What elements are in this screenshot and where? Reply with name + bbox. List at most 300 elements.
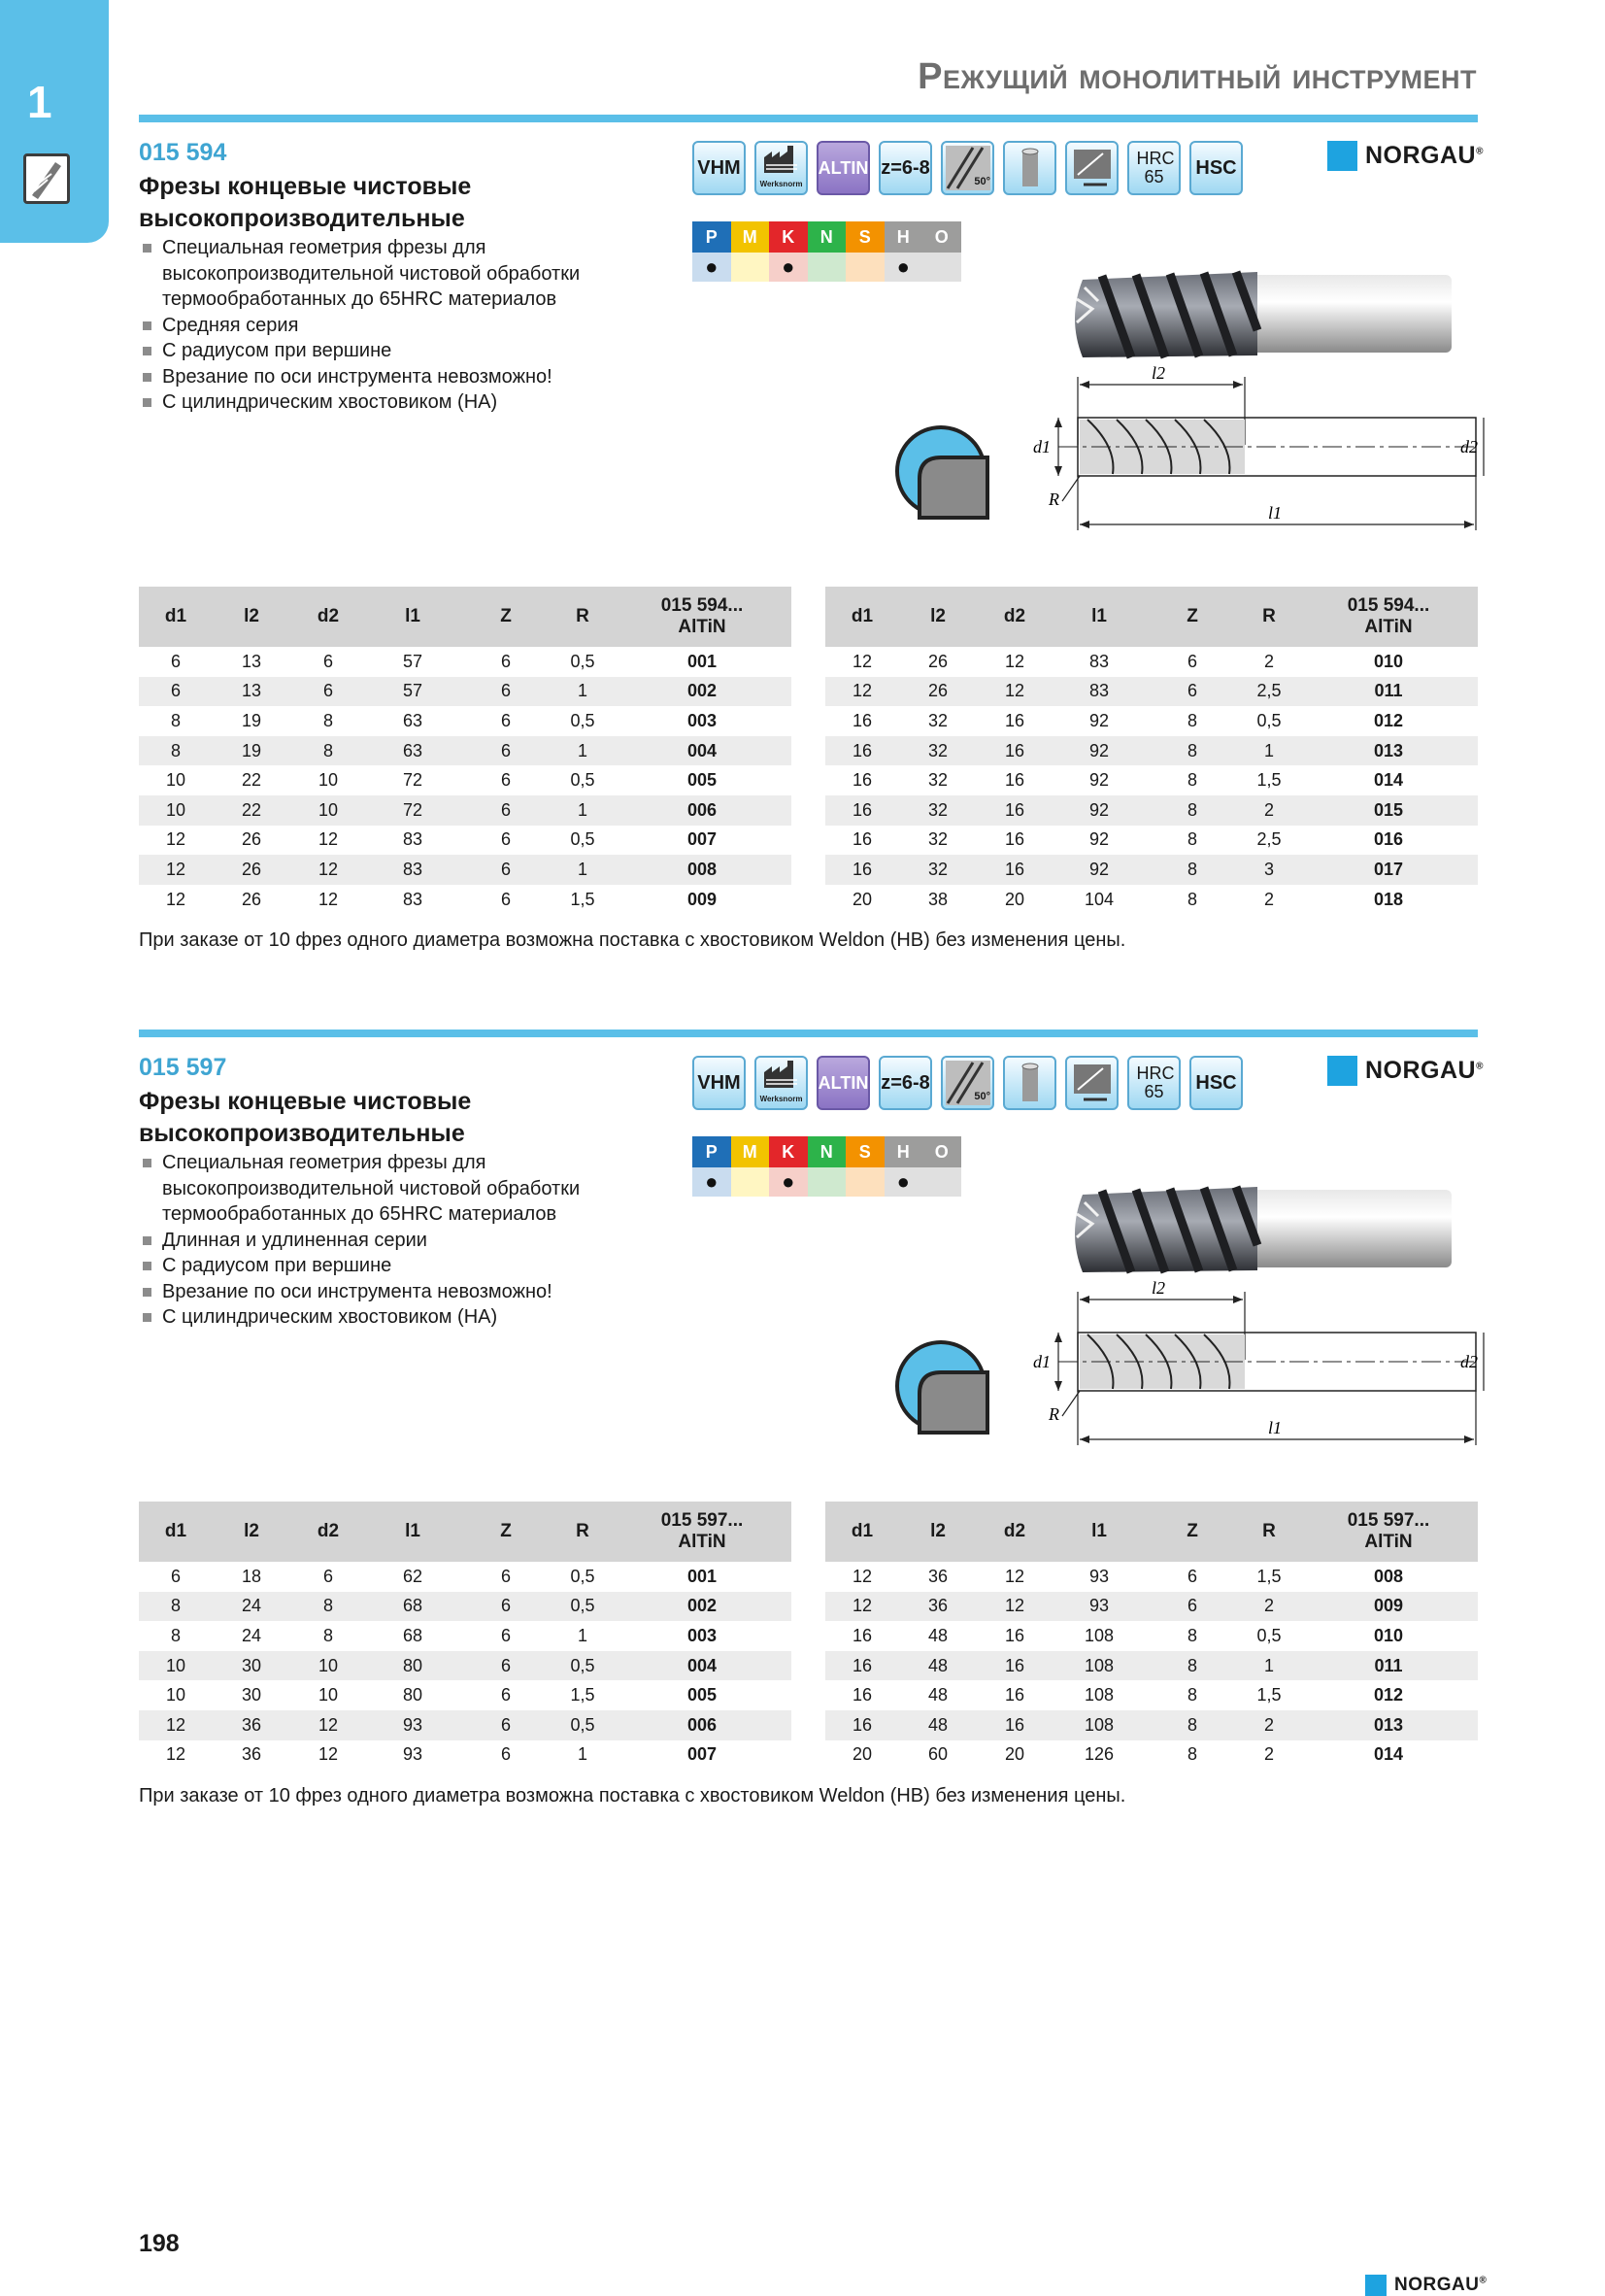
- table-cell: 2: [1263, 651, 1274, 671]
- footer-brand-name: NORGAU®: [1394, 2275, 1488, 2295]
- article-number: 008: [1373, 1566, 1404, 1586]
- table-cell: 6: [1187, 651, 1197, 671]
- table-cell: 0,5: [552, 1710, 613, 1740]
- table-row: [139, 1740, 791, 1771]
- table-row: [825, 1740, 1478, 1771]
- table-cell: 1: [1239, 1651, 1299, 1681]
- column-header: Z: [459, 587, 552, 647]
- spec-table-right: [825, 1502, 1478, 1770]
- helix-badge: [941, 1056, 994, 1110]
- table-row: [825, 795, 1478, 826]
- material-suitability-cell: ●: [769, 253, 808, 282]
- table-cell: 126: [1084, 1744, 1115, 1765]
- table-cell: 8: [1146, 855, 1239, 885]
- table-cell: 92: [1088, 829, 1110, 850]
- table-header-row: [139, 587, 791, 647]
- table-cell: 10: [165, 1685, 186, 1705]
- table-cell: 26: [927, 651, 949, 671]
- table-cell: 83: [1053, 677, 1146, 707]
- article-number: 008: [613, 855, 791, 885]
- hrc-badge: [1127, 141, 1181, 195]
- table-cell: 92: [1053, 855, 1146, 885]
- column-header: l1: [1053, 587, 1146, 647]
- table-cell: 8: [322, 1625, 333, 1645]
- helix-angle-label: 50°: [974, 176, 990, 187]
- product-title: Фрезы концевые чистовые высокопроизводительные: [139, 173, 472, 232]
- article-number: 010: [1373, 651, 1404, 671]
- table-cell: 32: [899, 736, 977, 766]
- article-number: 011: [1299, 677, 1478, 707]
- table-cell: 19: [241, 710, 262, 730]
- article-number: 004: [613, 1651, 791, 1681]
- table-cell: 6: [500, 1685, 511, 1705]
- material-suitability-cell: [731, 1167, 770, 1197]
- table-row: [825, 1592, 1478, 1622]
- d1-label: d1: [1033, 1352, 1051, 1371]
- section-rule: [139, 115, 1478, 122]
- article-header-coating: AlTiN: [678, 1532, 726, 1552]
- table-cell: 1,5: [570, 1685, 595, 1705]
- material-m-header: M: [731, 221, 770, 253]
- vhm-badge: VHM: [692, 1056, 746, 1110]
- technical-drawing: [1020, 1272, 1486, 1467]
- article-number: 007: [686, 1744, 718, 1765]
- article-number: 013: [1299, 736, 1478, 766]
- table-cell: 8: [1187, 770, 1197, 791]
- table-cell: 1,5: [570, 889, 595, 909]
- article-number: 001: [686, 1566, 718, 1586]
- table-cell: 80: [366, 1651, 459, 1681]
- article-header-code: 015 594...: [660, 595, 744, 616]
- table-cell: 22: [213, 795, 290, 826]
- table-row: [139, 706, 791, 736]
- shank-badge: [1003, 1056, 1056, 1110]
- table-cell: 32: [927, 710, 949, 730]
- column-header: l2: [899, 587, 977, 647]
- feature-item: Врезание по оси инструмента невозможно!: [139, 1279, 683, 1305]
- werksnorm-badge: [754, 1056, 808, 1110]
- table-cell: 104: [1084, 889, 1115, 909]
- article-number: 014: [1373, 1744, 1404, 1765]
- table-cell: 8: [139, 1592, 213, 1622]
- table-cell: 30: [213, 1651, 290, 1681]
- table-cell: 12: [1004, 1566, 1025, 1586]
- article-number: 003: [686, 710, 718, 730]
- column-header: [1299, 1502, 1478, 1562]
- table-cell: 1,5: [1256, 770, 1282, 791]
- property-badges: [692, 1056, 1243, 1110]
- table-cell: 12: [290, 855, 366, 885]
- table-cell: 68: [366, 1592, 459, 1622]
- table-cell: 8: [170, 710, 181, 730]
- table-cell: 48: [899, 1710, 977, 1740]
- material-grid: [692, 221, 961, 282]
- d2-label: d2: [1460, 1352, 1478, 1371]
- table-cell: 1: [1239, 736, 1299, 766]
- column-header: l2: [899, 1502, 977, 1562]
- vhm-badge: VHM: [692, 141, 746, 195]
- column-header: [613, 587, 791, 647]
- table-cell: 6: [459, 736, 552, 766]
- table-cell: 8: [139, 736, 213, 766]
- d1-label: d1: [1033, 437, 1051, 456]
- table-cell: 8: [1187, 1625, 1197, 1645]
- column-header: d2: [977, 1502, 1053, 1562]
- page-header: Режущий монолитный инструмент: [918, 56, 1477, 97]
- table-cell: 1: [577, 1744, 587, 1765]
- column-header: d2: [977, 587, 1053, 647]
- table-cell: 16: [977, 795, 1053, 826]
- table-cell: 48: [927, 1685, 949, 1705]
- table-cell: 20: [1004, 889, 1025, 909]
- table-cell: 0,5: [552, 1651, 613, 1681]
- table-cell: 6: [170, 651, 181, 671]
- table-row: [139, 1562, 791, 1592]
- table-cell: 16: [852, 1685, 873, 1705]
- table-cell: 6: [322, 1566, 333, 1586]
- table-row: [139, 736, 791, 766]
- table-cell: 16: [977, 855, 1053, 885]
- table-cell: 6: [459, 1710, 552, 1740]
- table-cell: 6: [459, 855, 552, 885]
- table-cell: 2,5: [1239, 677, 1299, 707]
- table-cell: 63: [402, 710, 423, 730]
- table-cell: 0,5: [570, 829, 595, 850]
- table-cell: 10: [318, 1685, 339, 1705]
- table-cell: 10: [139, 795, 213, 826]
- article-number: 005: [686, 770, 718, 791]
- article-number: 012: [1373, 710, 1404, 730]
- finish-badge: [1065, 141, 1119, 195]
- table-cell: 57: [402, 651, 423, 671]
- table-row: [825, 736, 1478, 766]
- table-cell: 13: [241, 651, 262, 671]
- column-header: d1: [825, 1502, 899, 1562]
- table-cell: 8: [322, 710, 333, 730]
- table-cell: 0,5: [552, 1592, 613, 1622]
- article-number: 007: [686, 829, 718, 850]
- table-cell: 93: [402, 1744, 423, 1765]
- column-header: l2: [213, 587, 290, 647]
- table-cell: 19: [213, 736, 290, 766]
- table-cell: 8: [1187, 1685, 1197, 1705]
- column-header: l2: [213, 1502, 290, 1562]
- feature-item: С радиусом при вершине: [139, 1253, 683, 1279]
- table-cell: 16: [1004, 1685, 1025, 1705]
- table-cell: 36: [213, 1710, 290, 1740]
- material-suitability-cell: [846, 1167, 885, 1197]
- feature-list: [139, 1150, 683, 1331]
- material-suitability-cell: [846, 253, 885, 282]
- table-cell: 12: [318, 829, 339, 850]
- hsc-badge: HSC: [1189, 141, 1243, 195]
- table-header-row: [825, 587, 1478, 647]
- article-header-code: 015 594...: [1347, 595, 1430, 616]
- column-header: R: [552, 1502, 613, 1562]
- spec-table-left: [139, 587, 791, 914]
- article-number: 006: [613, 1710, 791, 1740]
- table-row: [139, 1592, 791, 1622]
- column-header: [613, 1502, 791, 1562]
- material-n-header: N: [808, 1136, 847, 1167]
- table-cell: 8: [1146, 795, 1239, 826]
- material-suitability-cell: ●: [692, 253, 731, 282]
- table-cell: 6: [459, 1651, 552, 1681]
- table-row: [139, 855, 791, 885]
- table-cell: 6: [1146, 677, 1239, 707]
- table-cell: 1: [552, 855, 613, 885]
- table-row: [139, 795, 791, 826]
- table-cell: 12: [165, 1744, 186, 1765]
- table-cell: 108: [1053, 1651, 1146, 1681]
- hrc-label: HRC 65: [1136, 1064, 1175, 1101]
- table-row: [139, 1680, 791, 1710]
- table-row: [825, 826, 1478, 856]
- table-cell: 30: [241, 1685, 262, 1705]
- table-header-row: [825, 1502, 1478, 1562]
- table-row: [139, 826, 791, 856]
- table-cell: 92: [1053, 795, 1146, 826]
- table-row: [825, 765, 1478, 795]
- article-number: 009: [686, 889, 718, 909]
- table-cell: 12: [165, 889, 186, 909]
- article-header-coating: AlTiN: [1364, 617, 1413, 637]
- article-number: 017: [1299, 855, 1478, 885]
- table-cell: 63: [366, 736, 459, 766]
- table-cell: 62: [402, 1566, 423, 1586]
- column-header: R: [552, 587, 613, 647]
- table-cell: 80: [402, 1685, 423, 1705]
- table-cell: 92: [1088, 710, 1110, 730]
- table-cell: 22: [241, 770, 262, 791]
- chapter-number: 1: [27, 77, 52, 127]
- feature-item: Длинная и удлиненная серии: [139, 1228, 683, 1254]
- table-cell: 0,5: [570, 1566, 595, 1586]
- shank-badge: [1003, 141, 1056, 195]
- table-cell: 93: [366, 1710, 459, 1740]
- table-cell: 16: [977, 1710, 1053, 1740]
- column-header: Z: [1146, 587, 1239, 647]
- table-row: [139, 765, 791, 795]
- table-row: [825, 885, 1478, 915]
- werksnorm-label: Werksnorm: [759, 179, 803, 188]
- material-k-header: K: [769, 221, 808, 253]
- column-header: d1: [825, 587, 899, 647]
- table-cell: 6: [459, 795, 552, 826]
- table-cell: 32: [927, 829, 949, 850]
- table-row: [139, 885, 791, 915]
- table-cell: 72: [402, 770, 423, 791]
- article-number: 013: [1299, 1710, 1478, 1740]
- article-header-coating: AlTiN: [1364, 1532, 1413, 1552]
- table-row: [825, 1651, 1478, 1681]
- article-number: 003: [686, 1625, 718, 1645]
- material-n-header: N: [808, 221, 847, 253]
- table-cell: 1: [552, 736, 613, 766]
- material-p-header: P: [692, 221, 731, 253]
- table-cell: 3: [1239, 855, 1299, 885]
- table-cell: 0,5: [570, 770, 595, 791]
- table-cell: 8: [170, 1625, 181, 1645]
- technical-drawing: [1020, 357, 1486, 552]
- column-header: R: [1239, 587, 1299, 647]
- table-header-row: [139, 1502, 791, 1562]
- table-cell: 1: [552, 677, 613, 707]
- table-cell: 83: [1088, 651, 1110, 671]
- article-number: 016: [1373, 829, 1404, 850]
- article-number: 005: [686, 1685, 718, 1705]
- finish-badge: [1065, 1056, 1119, 1110]
- table-cell: 12: [977, 677, 1053, 707]
- article-number: 002: [613, 1592, 791, 1622]
- material-p-header: P: [692, 1136, 731, 1167]
- table-row: [825, 855, 1478, 885]
- article-number: 009: [1299, 1592, 1478, 1622]
- table-cell: 10: [165, 770, 186, 791]
- altin-badge: ALTIN: [817, 1056, 870, 1110]
- hrc-label: HRC 65: [1136, 149, 1175, 186]
- section-rule: [139, 1030, 1478, 1037]
- table-cell: 12: [290, 1710, 366, 1740]
- column-header: d1: [139, 1502, 213, 1562]
- table-row: [139, 647, 791, 677]
- table-cell: 12: [852, 1566, 873, 1586]
- table-cell: 16: [825, 736, 899, 766]
- end-mill-icon: [23, 153, 70, 204]
- table-row: [825, 706, 1478, 736]
- table-cell: 6: [500, 770, 511, 791]
- material-suitability-cell: [922, 253, 961, 282]
- table-row: [825, 677, 1478, 707]
- table-cell: 26: [241, 889, 262, 909]
- table-cell: 6: [1146, 1592, 1239, 1622]
- column-header: d2: [290, 1502, 366, 1562]
- table-cell: 6: [170, 1566, 181, 1586]
- table-cell: 6: [500, 889, 511, 909]
- feature-item: Специальная геометрия фрезы для высокопроизводительной чистовой обработки термообработанных до 65HRC материалов: [139, 235, 683, 313]
- table-cell: 36: [899, 1592, 977, 1622]
- z-badge: z=6-8: [879, 1056, 932, 1110]
- table-cell: 83: [402, 889, 423, 909]
- order-note: При заказе от 10 фрез одного диаметра возможна поставка с хвостовиком Weldon (HB) без изменения цены.: [139, 929, 1126, 952]
- table-cell: 20: [852, 889, 873, 909]
- table-cell: 1: [577, 1625, 587, 1645]
- corner-radius-icon: [894, 1339, 987, 1433]
- l1-label: l1: [1268, 1418, 1283, 1437]
- product-code: 015 594: [139, 139, 227, 166]
- spec-table-left: [139, 1502, 791, 1770]
- table-cell: 2: [1263, 1744, 1274, 1765]
- table-cell: 16: [1004, 710, 1025, 730]
- table-cell: 6: [459, 677, 552, 707]
- feature-item: Специальная геометрия фрезы для высокопроизводительной чистовой обработки термообработанных до 65HRC материалов: [139, 1150, 683, 1228]
- brand-logo: [1327, 141, 1484, 171]
- table-cell: 2: [1239, 1710, 1299, 1740]
- table-cell: 12: [318, 889, 339, 909]
- hrc-badge: [1127, 1056, 1181, 1110]
- column-header: Z: [1146, 1502, 1239, 1562]
- table-row: [139, 1621, 791, 1651]
- table-cell: 16: [977, 1651, 1053, 1681]
- column-header: l1: [1053, 1502, 1146, 1562]
- table-cell: 83: [366, 855, 459, 885]
- table-cell: 6: [500, 651, 511, 671]
- table-cell: 0,5: [570, 710, 595, 730]
- material-h-header: H: [885, 221, 923, 253]
- table-cell: 6: [322, 651, 333, 671]
- corner-radius-icon: [894, 424, 987, 518]
- article-number: 011: [1299, 1651, 1478, 1681]
- table-row: [139, 1651, 791, 1681]
- table-cell: 16: [977, 736, 1053, 766]
- table-cell: 6: [290, 677, 366, 707]
- material-suitability-cell: [731, 253, 770, 282]
- table-cell: 60: [927, 1744, 949, 1765]
- table-cell: 92: [1088, 770, 1110, 791]
- table-cell: 16: [852, 770, 873, 791]
- material-o-header: O: [922, 1136, 961, 1167]
- material-s-header: S: [846, 1136, 885, 1167]
- table-cell: 20: [852, 1744, 873, 1765]
- l1-label: l1: [1268, 503, 1283, 523]
- table-cell: 16: [1004, 1625, 1025, 1645]
- table-cell: 12: [977, 1592, 1053, 1622]
- table-cell: 12: [852, 651, 873, 671]
- material-grid: [692, 1136, 961, 1197]
- table-cell: 12: [825, 677, 899, 707]
- table-cell: 1,5: [1256, 1566, 1282, 1586]
- material-s-header: S: [846, 221, 885, 253]
- table-cell: 8: [290, 736, 366, 766]
- werksnorm-label: Werksnorm: [759, 1094, 803, 1103]
- article-header-coating: AlTiN: [678, 617, 726, 637]
- table-cell: 6: [459, 1592, 552, 1622]
- brand-square-icon: [1327, 1056, 1357, 1086]
- table-cell: 6: [500, 829, 511, 850]
- table-cell: 8: [1146, 1651, 1239, 1681]
- article-header-code: 015 597...: [1347, 1510, 1430, 1531]
- column-header: [1299, 587, 1478, 647]
- table-cell: 8: [1187, 1744, 1197, 1765]
- table-cell: 26: [899, 677, 977, 707]
- order-note: При заказе от 10 фрез одного диаметра возможна поставка с хвостовиком Weldon (HB) без изменения цены.: [139, 1785, 1126, 1807]
- table-cell: 12: [139, 1710, 213, 1740]
- table-cell: 93: [1088, 1566, 1110, 1586]
- table-cell: 12: [318, 1744, 339, 1765]
- table-cell: 6: [500, 1625, 511, 1645]
- table-cell: 6: [500, 710, 511, 730]
- table-cell: 48: [927, 1625, 949, 1645]
- table-cell: 16: [1004, 829, 1025, 850]
- material-suitability-cell: ●: [692, 1167, 731, 1197]
- table-cell: 1,5: [1256, 1685, 1282, 1705]
- material-h-header: H: [885, 1136, 923, 1167]
- property-badges: [692, 141, 1243, 195]
- table-cell: 16: [825, 855, 899, 885]
- material-suitability-cell: ●: [769, 1167, 808, 1197]
- altin-badge: ALTIN: [817, 141, 870, 195]
- table-cell: 16: [852, 1625, 873, 1645]
- column-header: l1: [366, 1502, 459, 1562]
- table-cell: 16: [852, 710, 873, 730]
- table-cell: 0,5: [570, 651, 595, 671]
- table-cell: 8: [1187, 889, 1197, 909]
- hsc-badge: HSC: [1189, 1056, 1243, 1110]
- spec-table-right: [825, 587, 1478, 914]
- brand-logo: [1327, 1056, 1484, 1086]
- column-header: d2: [290, 587, 366, 647]
- table-cell: 24: [241, 1625, 262, 1645]
